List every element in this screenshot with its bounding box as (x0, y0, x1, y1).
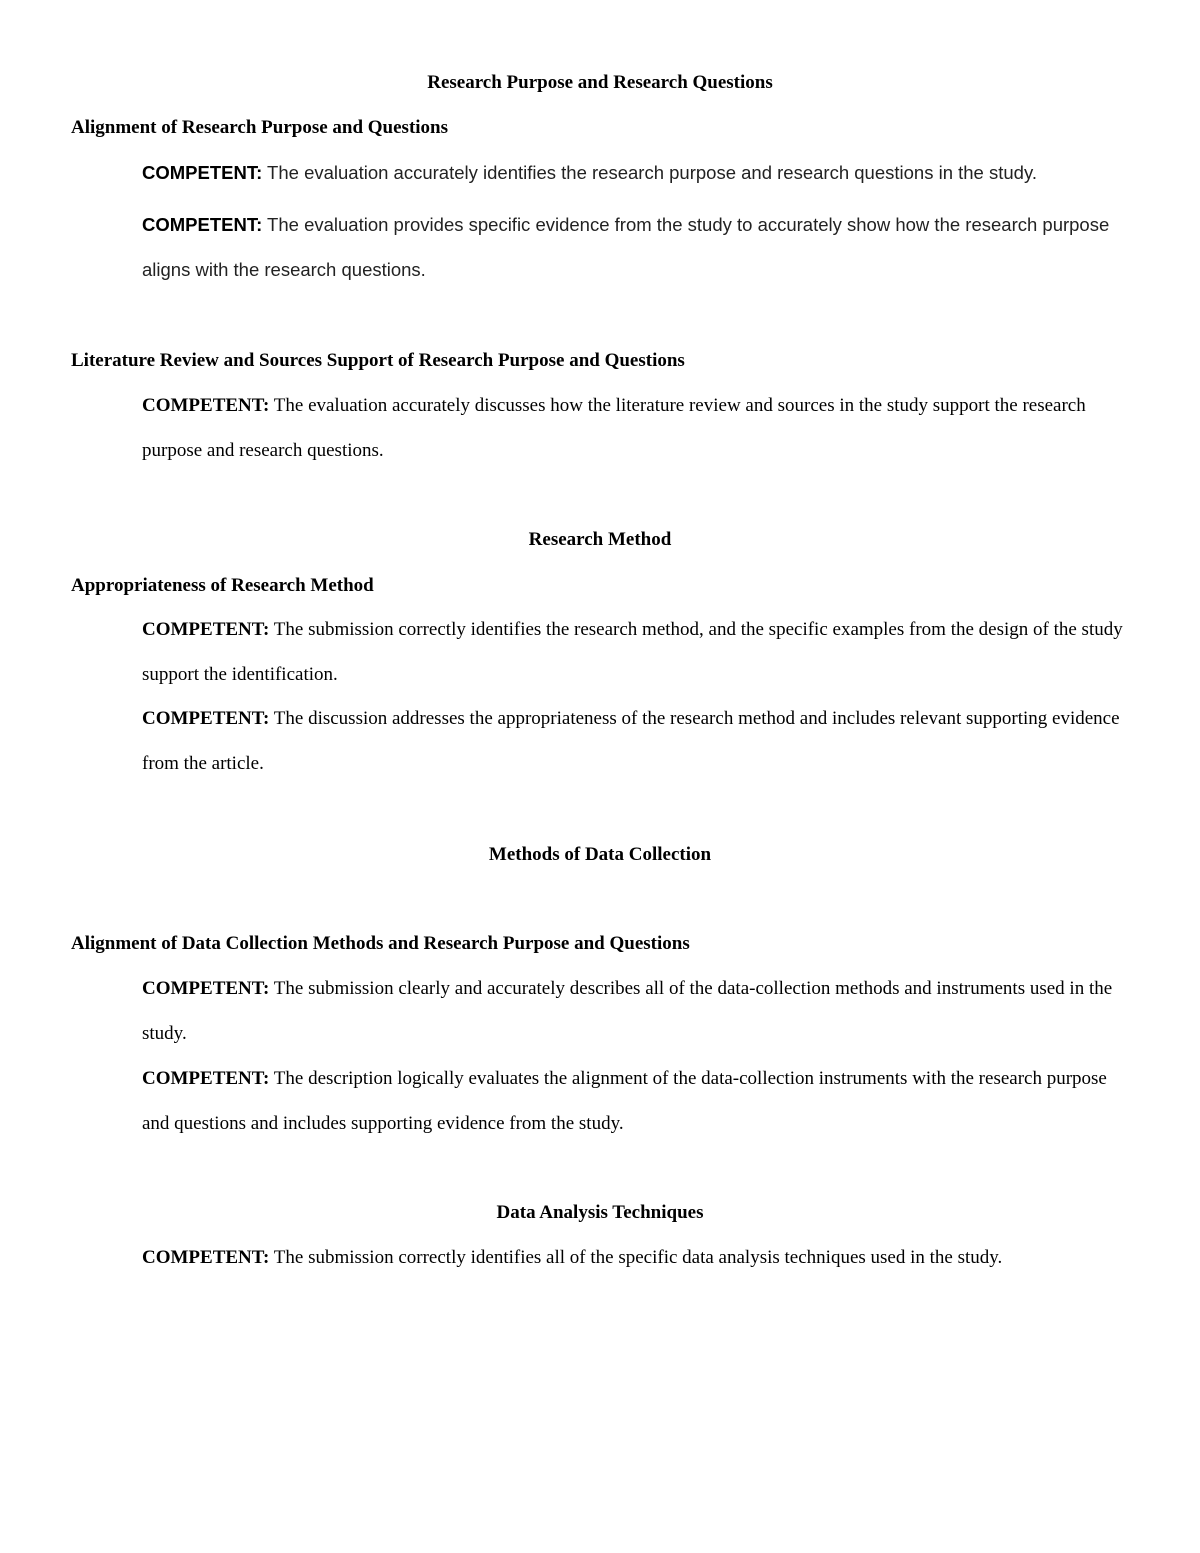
criterion-paragraph (142, 967, 1132, 1056)
section-title-data-collection: Methods of Data Collection (488, 844, 712, 865)
subheading-alignment-data-collection: Alignment of Data Collection Methods and Research Purpose and Questions (71, 933, 690, 954)
competent-label: COMPETENT: (142, 395, 270, 416)
criterion-text: The evaluation provides specific evidence from the study to accurately show how the research purpose aligns with the research questions. (142, 214, 1110, 280)
competent-label: COMPETENT: (142, 1068, 270, 1089)
subheading-literature-review: Literature Review and Sources Support of Research Purpose and Questions (71, 350, 685, 371)
competent-label: COMPETENT: (142, 619, 270, 640)
competent-label: COMPETENT: (142, 708, 270, 729)
section-title-research-purpose: Research Purpose and Research Questions (427, 72, 773, 93)
criterion-text: The discussion addresses the appropriateness of the research method and includes relevant supporting evidence from the article. (142, 708, 1120, 774)
subheading-appropriateness-method: Appropriateness of Research Method (71, 575, 374, 596)
criterion-paragraph (142, 384, 1132, 473)
section-title-research-method: Research Method (528, 529, 672, 550)
competent-label: COMPETENT: (142, 1247, 270, 1268)
criterion-text: The evaluation accurately discusses how the literature review and sources in the study support the research purpose and research questions. (142, 395, 1086, 461)
criterion-paragraph (142, 202, 1132, 292)
criterion-text: The evaluation accurately identifies the research purpose and research questions in the study. (262, 162, 1037, 183)
criterion-paragraph (142, 1057, 1132, 1146)
criterion-text: The description logically evaluates the alignment of the data-collection instruments with the research purpose and questions and includes supporting evidence from the study. (142, 1068, 1107, 1134)
criterion-paragraph (142, 608, 1132, 697)
subheading-alignment-research-purpose: Alignment of Research Purpose and Questions (71, 117, 449, 138)
section-title-data-analysis: Data Analysis Techniques (496, 1202, 704, 1223)
criterion-paragraph (142, 150, 1132, 195)
competent-label: COMPETENT: (142, 214, 263, 235)
criterion-text: The submission correctly identifies all of the specific data analysis techniques used in the study. (269, 1247, 1003, 1268)
competent-label: COMPETENT: (142, 978, 270, 999)
criterion-text: The submission clearly and accurately describes all of the data-collection methods and instruments used in the study. (142, 978, 1113, 1044)
competent-label: COMPETENT: (142, 162, 263, 183)
criterion-paragraph (142, 1236, 1132, 1281)
criterion-paragraph (142, 697, 1132, 786)
criterion-text: The submission correctly identifies the research method, and the specific examples from the design of the study support the identification. (142, 619, 1123, 685)
